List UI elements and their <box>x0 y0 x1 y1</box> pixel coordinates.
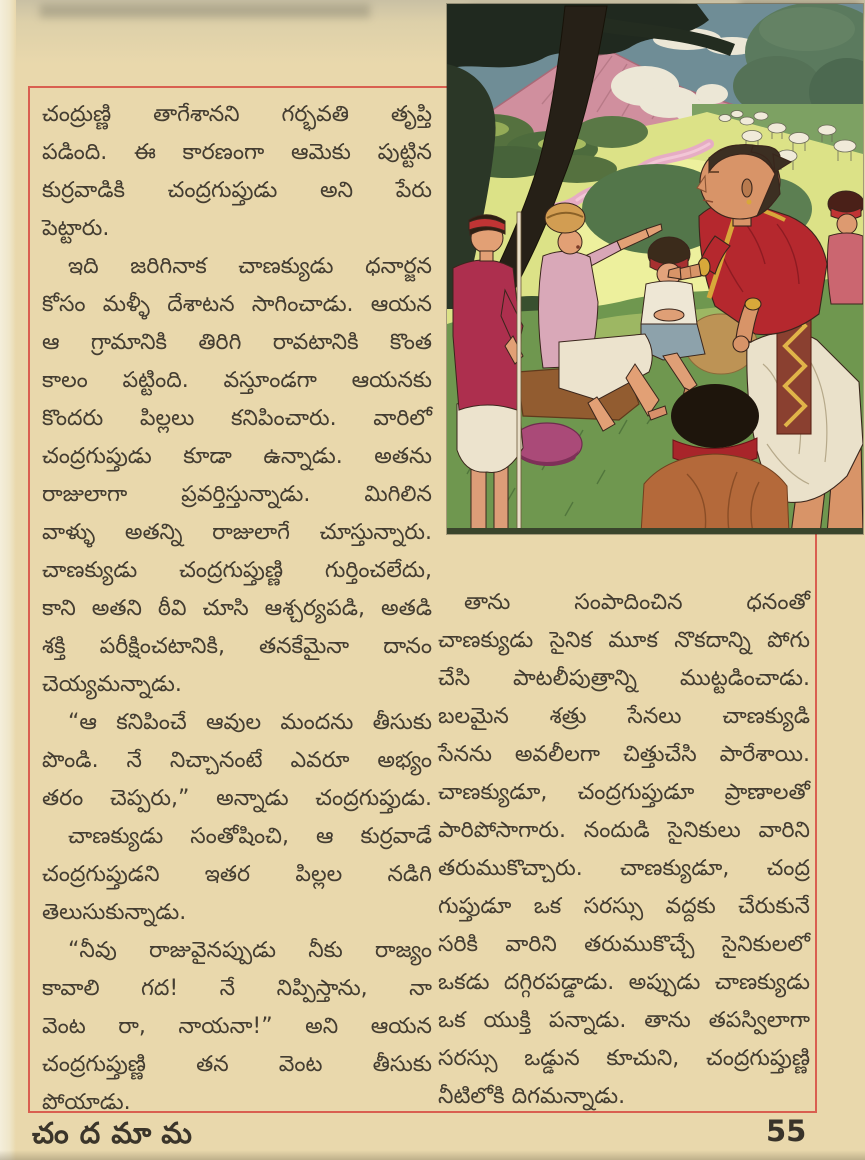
text-line: గుప్తుడూ ఒక సరస్సు వద్దకు చేరుకునే <box>438 894 810 919</box>
text-line: ఒకడు దగ్గిరపడ్డాడు. అప్పుడు చాణక్యుడు <box>438 970 810 995</box>
text-line: ఇది జరిగినాక చాణక్యుడు ధనార్జన <box>68 254 432 279</box>
text-line: వాళ్ళు అతన్ని రాజులాగే చూస్తున్నారు. <box>42 520 432 545</box>
text-line: వెంట రా, నాయనా!” అని ఆయన <box>42 1014 432 1039</box>
text-line: కొందరు పిల్లలు కనిపించారు. వారిలో <box>42 406 432 431</box>
text-line: చాణక్యుడు చంద్రగుప్తుణ్ణి గుర్తించలేదు, <box>42 558 432 583</box>
figure-far-right <box>827 191 863 304</box>
text-line: కాలం పట్టింది. వస్తూండగా ఆయనకు <box>42 368 432 393</box>
text-line: కుర్రవాడికి చంద్రగుప్తుడు అని పేరు <box>42 178 432 203</box>
text-line: చెయ్యమన్నాడు. <box>42 672 182 697</box>
text-line: పారిపోసాగారు. నందుడి సైనికులు వారిని <box>438 818 810 843</box>
text-line: తెలుసుకున్నాడు. <box>42 900 187 925</box>
page-number: 55 <box>766 1114 807 1148</box>
text-line: చాణక్యుడూ, చంద్రగుప్తుడూ ప్రాణాలతో <box>438 780 810 805</box>
scan-edge-left <box>0 0 16 1160</box>
text-line: కోసం మళ్ళీ దేశాటన సాగించాడు. ఆయన <box>42 292 432 317</box>
right-text-column <box>438 584 810 1116</box>
comic-panel <box>447 4 863 534</box>
text-line: తరం చెప్పరు,” అన్నాడు చంద్రగుప్తుడు. <box>42 786 432 811</box>
text-line: ఆ గ్రామానికి తిరిగి రావటానికి కొంత <box>42 330 432 355</box>
text-line: చేసి పాటలీపుత్రాన్ని ముట్టడించాడు. <box>438 666 810 691</box>
story-illustration <box>447 4 863 534</box>
text-line: పడింది. ఈ కారణంగా ఆమెకు పుట్టిన <box>42 140 432 165</box>
text-line: చాణక్యుడు సైనిక మూక నొకదాన్ని పోగు <box>438 628 810 653</box>
text-line: బలమైన శత్రు సేనలు చాణక్యుడి <box>438 704 810 729</box>
text-line: చంద్రుణ్ణి తాగేశానని గర్భవతి తృప్తి <box>42 102 432 127</box>
text-line: తాను సంపాదించిన ధనంతో <box>464 590 810 615</box>
text-line: పోయాడు. <box>42 1090 131 1115</box>
scan-smudge <box>40 4 370 18</box>
text-line: కావాలి గద! నే నిప్పిస్తాను, నా <box>42 976 432 1001</box>
text-line: చంద్రగుప్తుడు కూడా ఉన్నాడు. అతను <box>42 444 432 469</box>
text-line: కాని అతని ఠీవి చూసి ఆశ్చర్యపడి, అతడి <box>42 596 432 621</box>
text-line: శక్తి పరీక్షించటానికి, తనకేమైనా దానం <box>42 634 432 659</box>
text-line: “ఆ కనిపించే ఆవుల మందను తీసుకు <box>68 710 432 735</box>
staff <box>517 212 521 534</box>
text-line: పొండి. నే నిచ్చానంటే ఎవరూ అభ్యం <box>42 748 432 773</box>
text-line: నీటిలోకి దిగమన్నాడు. <box>438 1084 626 1109</box>
text-line: ఒక యుక్తి పన్నాడు. తాను తపస్విలాగా <box>438 1008 810 1033</box>
panel-bottom-edge <box>447 528 863 534</box>
text-line: సరస్సు ఒడ్డున కూచుని, చంద్రగుప్తుణ్ణి <box>438 1046 810 1071</box>
text-line: “నీవు రాజువైనప్పుడు నీకు రాజ్యం <box>68 938 432 963</box>
text-line: చంద్రగుప్తుడని ఇతర పిల్లల నడిగి <box>42 862 432 887</box>
left-text-column <box>42 96 432 1122</box>
text-line: చంద్రగుప్తుణ్ణి తన వెంట తీసుకు <box>42 1052 432 1077</box>
magazine-title-footer: చందమామ <box>32 1116 203 1150</box>
text-line: రాజులాగా ప్రవర్తిస్తున్నాడు. మిగిలిన <box>42 482 432 507</box>
text-line: సరికి వారిని తరుముకొచ్చే సైనికులలో <box>438 932 810 957</box>
text-line: పెట్టారు. <box>42 216 110 241</box>
text-line: చాణక్యుడు సంతోషించి, ఆ కుర్రవాడే <box>68 824 432 849</box>
text-line: సేనను అవలీలగా చిత్తుచేసి పారేశాయి. <box>438 742 810 767</box>
text-line: తరుముకొచ్చారు. చాణక్యుడూ, చంద్ర <box>438 856 810 881</box>
